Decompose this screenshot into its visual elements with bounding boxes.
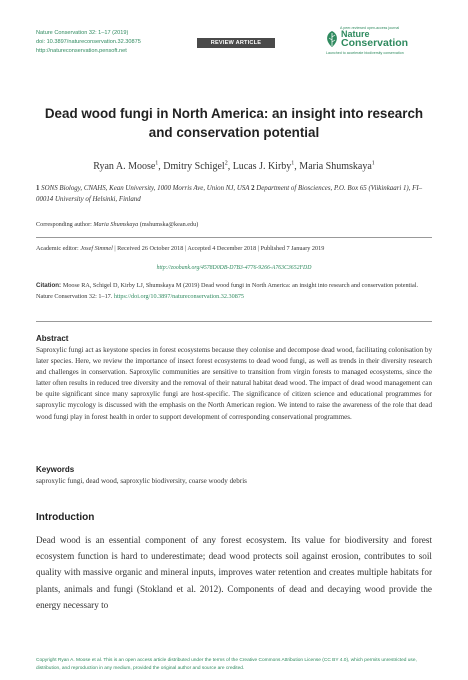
journal-url[interactable]: http://natureconservation.pensoft.net xyxy=(36,47,127,54)
author-affiliation-sup: 1 xyxy=(291,160,295,167)
editor-name: Josef Simmel xyxy=(80,245,113,252)
separator: | xyxy=(184,245,188,252)
abstract-text: Saproxylic fungi act as keystone species in forest ecosystems because they colonise and decompose dead wood, facilitating colonisation by later species. Here, we review the importance of insect forest ecosystems to dead wood fungi, as well as trends in their diversity research and challenges in conservation. Saproxylic communities are sensitive to transition from virgin forests to managed ecosystems, since the latter often results in reduced tree diversity and the removal of their natural habitat dead wood. The impact of dead wood management can be quite significant since many saproxylic fungi are host-specific. The significance of citizen science and educational programmes for saproxylic mycology is discussed with the emphasis on the North American region. We intend to raise the awareness of the role that dead wood fungi play in forest health in order to support development of corresponding conservational programmes. xyxy=(36,346,432,421)
affiliation-number-2: 2 xyxy=(251,185,255,192)
journal-citation: Nature Conservation 32: 1–17 (2019) xyxy=(36,30,129,36)
article-title: Dead wood fungi in North America: an insight into research and conservation potential xyxy=(44,106,424,140)
review-article-badge: REVIEW ARTICLE xyxy=(197,38,275,48)
journal-logo[interactable] xyxy=(322,26,440,60)
author-name: Dmitry Schigel xyxy=(163,161,225,172)
corresponding-label: Corresponding author: xyxy=(36,221,94,228)
author-affiliation-sup: 1 xyxy=(155,160,159,167)
separator: | xyxy=(257,245,261,252)
editor-dates-line xyxy=(36,245,432,252)
copyright-footer: Copyright Ryan A. Moose et al. This is an open access article distributed under the terms of the Creative Commons Attribution License (CC BY 4.0), which permits unrestricted use, distribution, and reproduction in any medium, provided the original author and source are credited. xyxy=(36,658,417,671)
zoobank-link[interactable]: http://zoobank.org/4578D0DB-D7B3-4776-9266-A763C3652FDD xyxy=(156,265,312,271)
corresponding-email[interactable]: (mshumska@kean.edu) xyxy=(138,221,199,228)
journal-info xyxy=(36,29,141,55)
author-name: Maria Shumskaya xyxy=(299,161,372,172)
logo-tagline-bottom: Launched to accelerate biodiversity conservation xyxy=(326,51,404,55)
received-date: Received 26 October 2018 xyxy=(117,245,184,252)
author-separator: , xyxy=(158,161,164,172)
divider xyxy=(36,237,432,238)
abstract-heading: Abstract xyxy=(36,334,69,343)
affiliations xyxy=(36,183,432,205)
author-name: Ryan A. Moose xyxy=(93,161,156,172)
published-date: Published 7 January 2019 xyxy=(260,245,325,252)
author-affiliation-sup: 1 xyxy=(371,160,375,167)
divider xyxy=(36,321,432,322)
editor-label: Academic editor: xyxy=(36,245,81,252)
author-name: Lucas J. Kirby xyxy=(232,161,292,172)
citation-block xyxy=(36,281,432,302)
logo-nature: Nature xyxy=(341,29,370,39)
author-separator: , xyxy=(227,161,233,172)
logo-conservation: Conservation xyxy=(341,37,409,49)
separator: | xyxy=(114,245,118,252)
introduction-text: Dead wood is an essential component of any forest ecosystem. Its value for biodiversity and forest ecosystem function is hard to underestimate; dead wood protects soil against erosion, contributes to soil quality with massive organic and mineral inputs, improves water retention and creates multiple habitats for plants, animals and fungi (Stokland et al. 2012). Components of dead and decaying wood provide the energy necessary to xyxy=(36,535,432,610)
author-separator: , xyxy=(294,161,300,172)
citation-label: Citation: xyxy=(36,282,63,289)
citation-doi-link[interactable]: https://doi.org/10.3897/natureconservation.32.30875 xyxy=(113,292,245,300)
citation-text: Moose RA, Schigel D, Kirby LJ, Shumskaya M (2019) Dead wood fungi in North America: an insight into research and conservation potential. Nature Conservation 32: 1–17. xyxy=(36,282,419,300)
keywords-text: saproxylic fungi, dead wood, saproxylic biodiversity, coarse woody debris xyxy=(36,477,247,485)
logo-tagline-top: A peer-reviewed open-access journal xyxy=(340,26,400,30)
leaf-icon xyxy=(324,30,340,48)
introduction-heading: Introduction xyxy=(36,512,95,523)
affiliation-number-1: 1 xyxy=(36,185,40,192)
keywords-heading: Keywords xyxy=(36,465,75,474)
author-affiliation-sup: 2 xyxy=(224,160,228,167)
author-list xyxy=(36,161,432,172)
accepted-date: Accepted 4 December 2018 xyxy=(187,245,257,252)
journal-doi[interactable]: doi: 10.3897/natureconservation.32.30875 xyxy=(36,38,141,45)
affiliation-1: SONS Biology, CNAHS, Kean University, 1000 Morris Ave, Union NJ, USA xyxy=(39,185,252,192)
affiliation-2: Department of Biosciences, P.O. Box 65 (Viikinkaari 1), FI–00014 University of Helsinki, Finland xyxy=(36,185,423,203)
corresponding-author xyxy=(36,221,432,228)
corresponding-name: Maria Shumskaya xyxy=(93,221,139,228)
